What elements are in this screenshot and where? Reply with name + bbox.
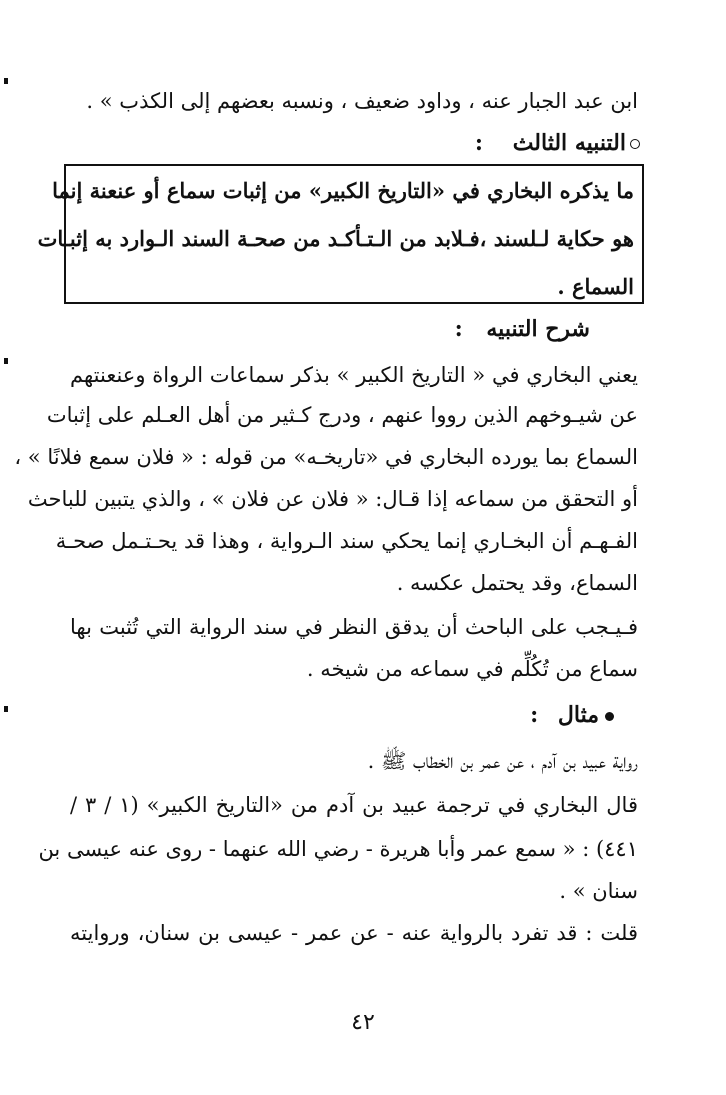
- example-line: ٤٤١) : « سمع عمر وأبا هريرة - رضي الله عنهما - روى عنه عيسى بن: [38, 837, 638, 861]
- box-line: ما يذكره البخاري في «التاريخ الكبير» من إثبات سماع أو عنعنة إنما: [52, 178, 634, 203]
- paragraph-line: أو التحقق من سماعه إذا قـال: « فلان عن فلان » ، والذي يتبين للباحث: [27, 487, 638, 511]
- top-text: ابن عبد الجبار عنه ، وداود ضعيف ، ونسبه بعضهم إلى الكذب » .: [86, 89, 638, 113]
- page-number: ٤٢: [351, 1010, 375, 1035]
- paragraph-line: الفـهـم أن البخـاري إنما يحكي سند الـرواية ، وهذا قد يحـتـمل صحـة: [55, 529, 638, 553]
- margin-mark: [4, 706, 8, 712]
- paragraph-line: فـيـجب على الباحث أن يدقق النظر في سند الرواية التي تُثبت بها: [70, 615, 638, 639]
- example-title: مثال: [557, 702, 599, 728]
- notice-colon: :: [474, 130, 484, 156]
- bullet-icon: [605, 712, 614, 721]
- box-line: هو حكاية لـلسند ،فـلابد من الـتـأكـد من صحـة السند الـوارد به إثبـات: [37, 226, 634, 251]
- paragraph-line: سماع من تُكُلِّم في سماعه من شيخه .: [306, 657, 638, 681]
- example-heading: [530, 700, 614, 730]
- notice-box: [37, 164, 644, 304]
- example-colon: :: [530, 702, 539, 728]
- circle-bullet-icon: [630, 139, 640, 149]
- notice-title: التنبيه الثالث: [512, 130, 626, 156]
- example-line: سنان » .: [559, 879, 638, 903]
- margin-mark: [4, 78, 8, 84]
- margin-mark: [4, 358, 8, 364]
- paragraph-line: السماع، وقد يحتمل عكسه .: [396, 571, 638, 595]
- paragraph-line: عن شيـوخهم الذين رووا عنهم ، ودرج كـثير من أهل العـلم على إثبات: [46, 403, 638, 427]
- box-line: السماع .: [557, 274, 634, 299]
- example-line: رواية عبيد بن آدم ، عن عمر بن الخطاب ﷺ .: [367, 749, 638, 773]
- notice-heading: [475, 128, 640, 158]
- paragraph-line: يعني البخاري في « التاريخ الكبير » بذكر سماعات الرواة وعنعنتهم: [70, 363, 638, 387]
- explanation-heading: [455, 314, 590, 344]
- explanation-colon: :: [454, 316, 463, 342]
- example-line: قلت : قد تفرد بالرواية عنه - عن عمر - عيسى بن سنان، وروايته: [70, 921, 638, 945]
- explanation-title: شرح التنبيه: [486, 316, 590, 342]
- example-line: قال البخاري في ترجمة عبيد بن آدم من «التاريخ الكبير» (١ / ٣ /: [70, 793, 638, 817]
- paragraph-line: السماع بما يورده البخاري في «تاريخـه» من قوله : « فلان سمع فلانًا » ،: [14, 445, 638, 469]
